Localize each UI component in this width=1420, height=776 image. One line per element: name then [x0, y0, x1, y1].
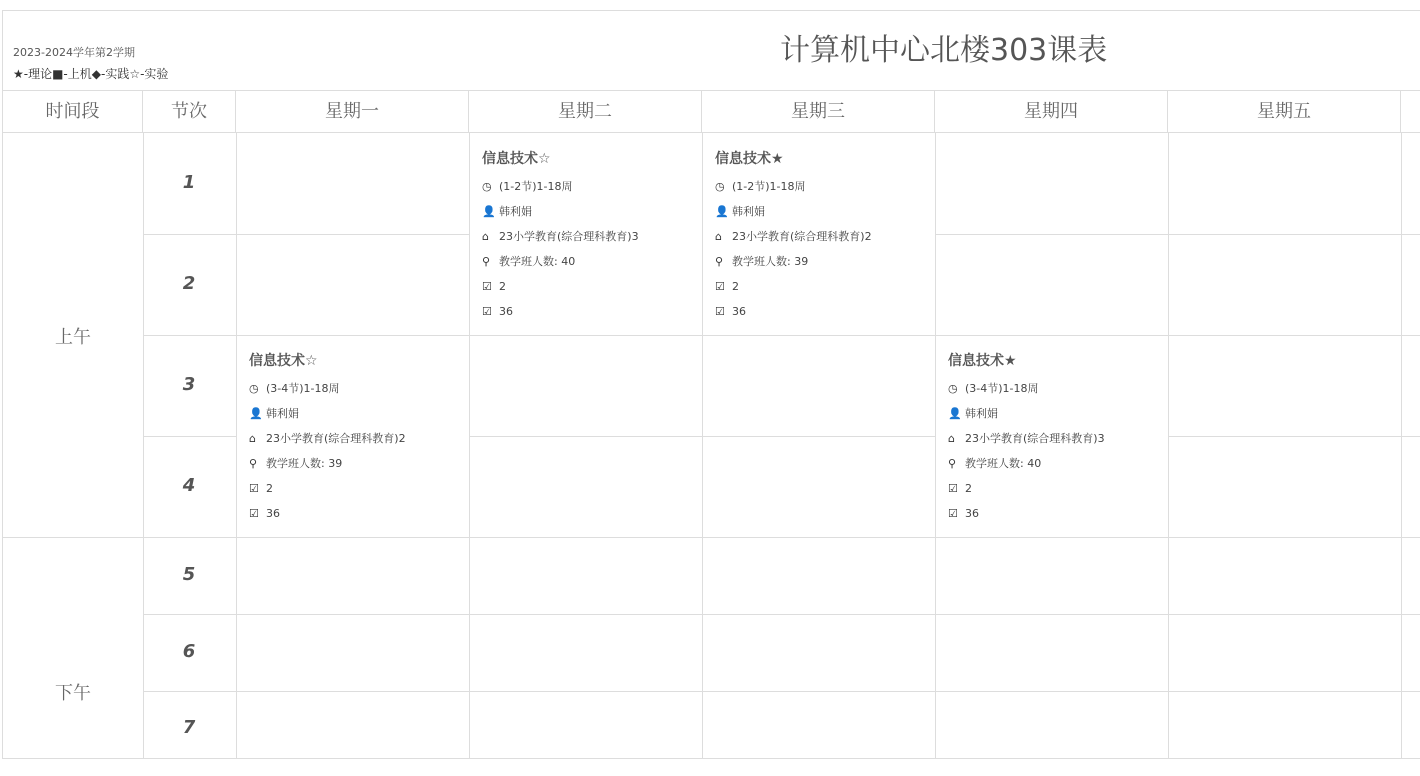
- section-number: 2: [182, 273, 196, 294]
- period-afternoon: 下午: [55, 683, 91, 704]
- check-square-icon: ☑: [482, 280, 492, 293]
- course-size: 教学班人数: 39: [732, 255, 809, 268]
- location-pin-icon: ⚲: [249, 457, 258, 470]
- course-class: 23小学教育(综合理科教育)3: [965, 432, 1105, 445]
- check-square-icon: ☑: [482, 305, 492, 318]
- course-card[interactable]: [482, 148, 639, 324]
- grid-line: [143, 691, 1420, 692]
- col-header-period: 时间段: [3, 91, 143, 132]
- user-icon: 👤: [249, 407, 263, 420]
- check-square-icon: ☑: [715, 280, 725, 293]
- grid-line: [935, 234, 1420, 235]
- course-class: 23小学教育(综合理科教育)2: [266, 432, 406, 445]
- course-size: 教学班人数: 39: [266, 457, 343, 470]
- course-class: 23小学教育(综合理科教育)2: [732, 230, 872, 243]
- course-name: 信息技术☆: [482, 151, 551, 167]
- grid-line: [236, 133, 237, 758]
- grid-line: [143, 614, 1420, 615]
- home-icon: ⌂: [715, 230, 722, 243]
- course-time: (1-2节)1-18周: [499, 180, 573, 193]
- course-size: 教学班人数: 40: [499, 255, 576, 268]
- col-header-thursday: 星期四: [935, 91, 1168, 132]
- home-icon: ⌂: [482, 230, 489, 243]
- user-icon: 👤: [948, 407, 962, 420]
- course-time: (3-4节)1-18周: [965, 382, 1039, 395]
- course-value: 2: [732, 280, 739, 293]
- course-value: 36: [499, 305, 513, 318]
- grid-line: [469, 436, 935, 437]
- course-name: 信息技术☆: [249, 353, 318, 369]
- course-value: 2: [965, 482, 972, 495]
- home-icon: ⌂: [249, 432, 256, 445]
- grid-line: [935, 133, 936, 758]
- col-header-wednesday: 星期三: [702, 91, 935, 132]
- location-pin-icon: ⚲: [715, 255, 724, 268]
- clock-icon: ◷: [715, 180, 725, 193]
- grid-line: [1168, 133, 1169, 758]
- home-icon: ⌂: [948, 432, 955, 445]
- course-name: 信息技术★: [948, 353, 1017, 369]
- timetable-frame: [2, 10, 1420, 759]
- clock-icon: ◷: [948, 382, 958, 395]
- course-value: 36: [732, 305, 746, 318]
- course-name: 信息技术★: [715, 151, 784, 167]
- course-value: 36: [965, 507, 979, 520]
- term-label: 2023-2024学年第2学期: [13, 46, 135, 59]
- grid-line: [469, 133, 470, 758]
- grid-line: [143, 234, 469, 235]
- course-card[interactable]: [715, 148, 872, 324]
- course-value: 36: [266, 507, 280, 520]
- course-teacher: 韩利娟: [732, 205, 765, 218]
- grid-line: [3, 537, 1420, 538]
- course-card[interactable]: [249, 350, 406, 526]
- course-time: (1-2节)1-18周: [732, 180, 806, 193]
- check-square-icon: ☑: [948, 482, 958, 495]
- check-square-icon: ☑: [249, 507, 259, 520]
- section-number: 6: [182, 641, 196, 662]
- col-header-monday: 星期一: [236, 91, 469, 132]
- section-number: 3: [182, 374, 196, 395]
- grid-line: [1401, 133, 1402, 758]
- user-icon: 👤: [715, 205, 729, 218]
- grid-line: [1168, 436, 1420, 437]
- course-teacher: 韩利娟: [965, 407, 998, 420]
- course-card[interactable]: [948, 350, 1105, 526]
- user-icon: 👤: [482, 205, 496, 218]
- page-title: 计算机中心北楼303课表: [780, 33, 1108, 68]
- col-header-friday: 星期五: [1168, 91, 1401, 132]
- col-header-tuesday: 星期二: [469, 91, 702, 132]
- course-class: 23小学教育(综合理科教育)3: [499, 230, 639, 243]
- section-number: 4: [182, 475, 196, 496]
- location-pin-icon: ⚲: [482, 255, 491, 268]
- grid-line: [143, 133, 144, 758]
- section-number: 1: [182, 172, 196, 193]
- grid-line: [143, 436, 236, 437]
- clock-icon: ◷: [482, 180, 492, 193]
- course-size: 教学班人数: 40: [965, 457, 1042, 470]
- course-value: 2: [266, 482, 273, 495]
- section-number: 7: [182, 717, 196, 738]
- grid-line: [143, 335, 1420, 336]
- location-pin-icon: ⚲: [948, 457, 957, 470]
- course-teacher: 韩利娟: [266, 407, 299, 420]
- course-value: 2: [499, 280, 506, 293]
- check-square-icon: ☑: [948, 507, 958, 520]
- header-row: [3, 90, 1420, 133]
- check-square-icon: ☑: [249, 482, 259, 495]
- check-square-icon: ☑: [715, 305, 725, 318]
- col-header-section: 节次: [143, 91, 236, 132]
- section-number: 5: [182, 564, 196, 585]
- course-teacher: 韩利娟: [499, 205, 532, 218]
- period-morning: 上午: [55, 327, 91, 348]
- grid-line: [702, 133, 703, 758]
- clock-icon: ◷: [249, 382, 259, 395]
- course-time: (3-4节)1-18周: [266, 382, 340, 395]
- legend-label: ★-理论■-上机◆-实践☆-实验: [13, 67, 169, 81]
